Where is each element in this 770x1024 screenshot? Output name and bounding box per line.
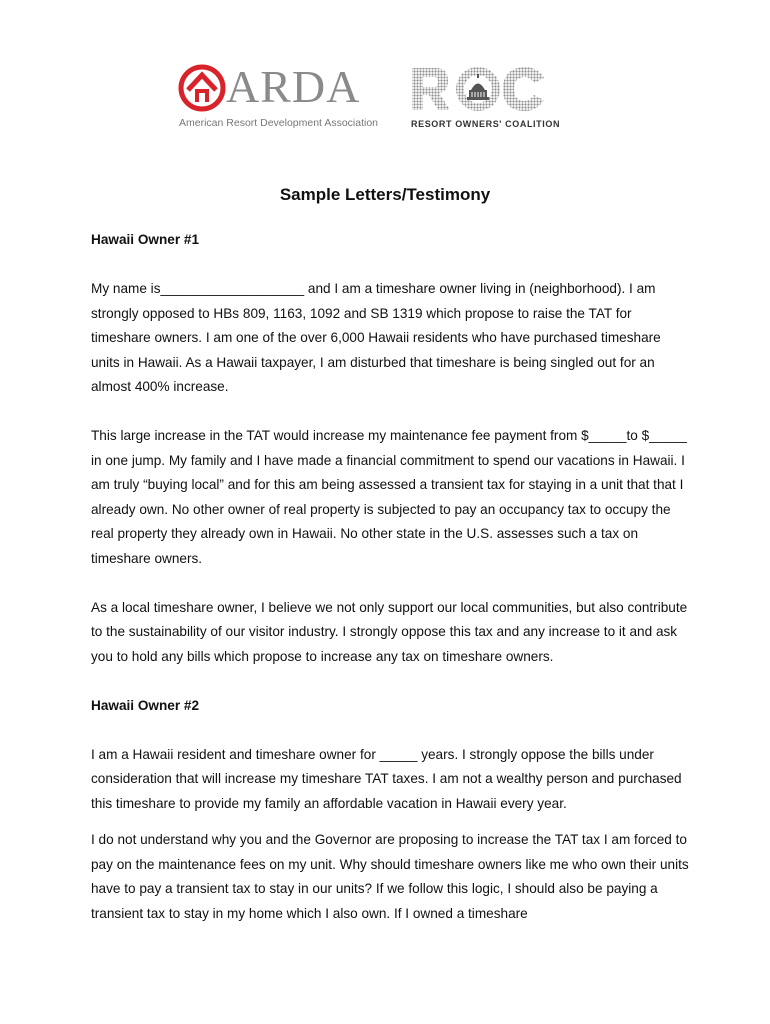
roc-wordmark-icon	[410, 64, 548, 114]
roc-logo	[410, 64, 561, 136]
roc-subtitle: RESORT OWNERS' COALITION	[411, 119, 561, 129]
paragraph: I am a Hawaii resident and timeshare owner for _____ years. I strongly oppose the bills under consideration that will increase my timeshare TAT taxes. I am not a wealthy person and purchased this timeshare to provide my family an affordable vacation in Hawaii every year.	[91, 746, 682, 811]
header-logos	[0, 60, 770, 140]
arda-subtitle: American Resort Development Association	[179, 117, 379, 129]
paragraph: This large increase in the TAT would increase my maintenance fee payment from $_____to $_____ in one jump. My family and I have made a financial commitment to spend our vacations in Hawaii. I am truly “buying local” and for this am being assessed a transient tax for staying in a unit that that I already own. No other owner of real property is subjected to pay an occupancy tax to occupy the real property they already own in Hawaii. No other state in the U.S. assesses such a tax on timeshare owners.	[91, 428, 687, 566]
paragraph: My name is___________________ and I am a timeshare owner living in (neighborhood). I am strongly opposed to HBs 809, 1163, 1092 and SB 1319 which propose to raise the TAT for timeshare owners. I am one of the over 6,000 Hawaii residents who have purchased timeshare units in Hawaii. As a Hawaii taxpayer, I am disturbed that timeshare is being singled out for an almost 400% increase.	[91, 281, 661, 394]
paragraph: As a local timeshare owner, I believe we not only support our local communities, but also contribute to the sustainability of our visitor industry. I strongly oppose this tax and any increase to it and ask you to hold any bills which propose to increase any tax on timeshare owners.	[91, 599, 688, 664]
section-heading: Hawaii Owner #2	[91, 697, 200, 713]
section-heading: Hawaii Owner #1	[91, 232, 200, 247]
arda-wordmark: ARDA	[226, 61, 361, 112]
arda-logo	[178, 60, 378, 135]
arda-house-icon	[178, 62, 226, 114]
paragraph: I do not understand why you and the Governor are proposing to increase the TAT tax I am forced to pay on the maintenance fees on my unit. Why should timeshare owners like me who own their units have to pay a transient tax to stay in our units? If we follow this logic, I should also be paying a transient tax to stay in my home which I also own. If I owned a timeshare	[91, 832, 689, 921]
page-title: Sample Letters/Testimony	[279, 185, 491, 204]
document-body	[91, 228, 691, 926]
